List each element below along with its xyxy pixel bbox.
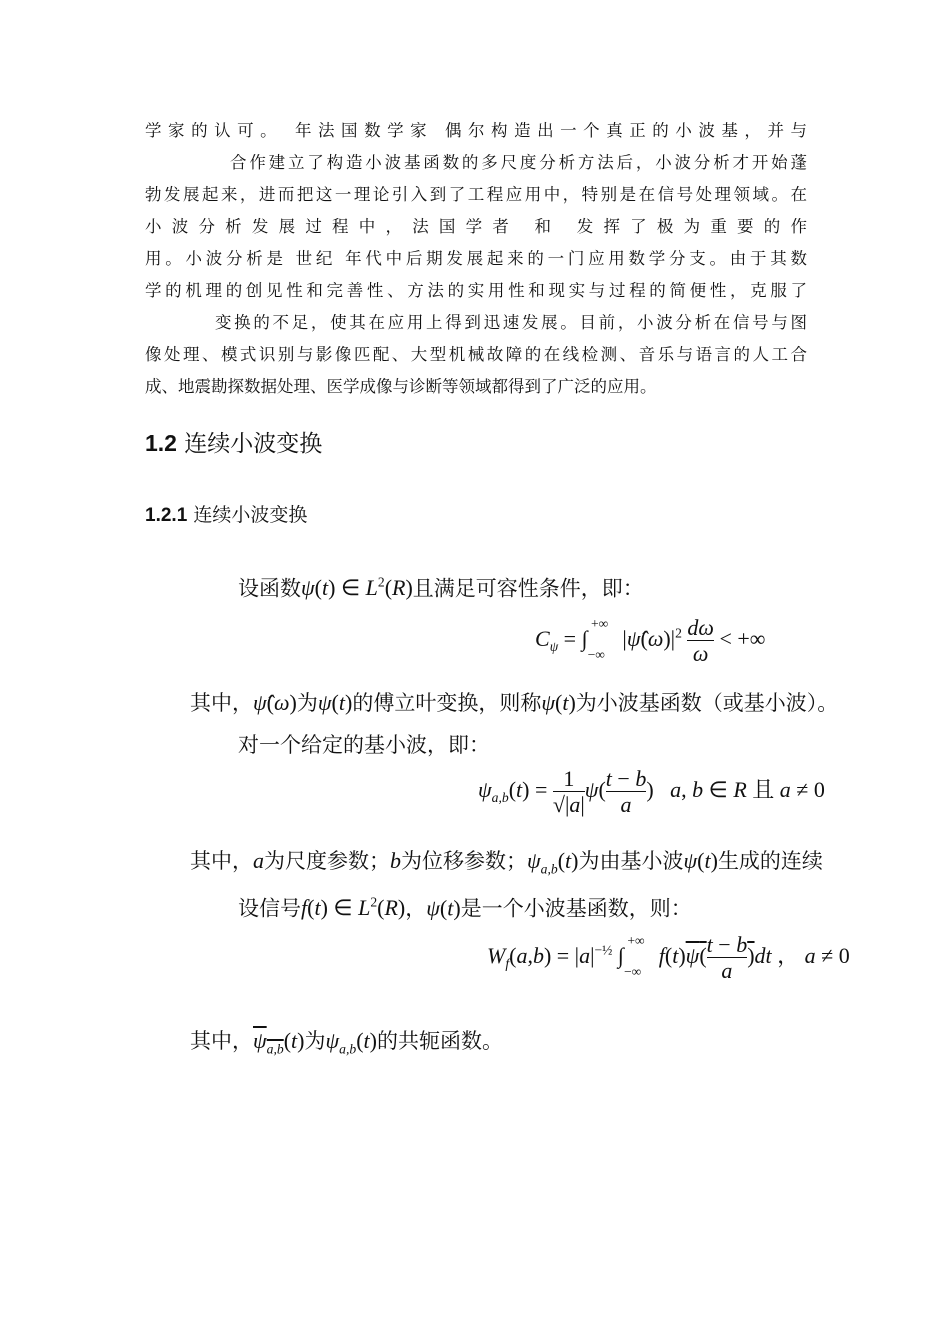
paragraph-line: 用。小波分析是 世纪 年代中后期发展起来的一门应用数学分支。由于其数	[145, 249, 807, 268]
math-text-line: 设函数ψ(t) ∈ $L^2(R)$且满足可容性条件，即：	[238, 575, 644, 601]
math-text-line: 其中，ψ̂(ω)为ψ(t)的傅立叶变换，则称ψ(t)为小波基函数（或基小波）。	[190, 690, 839, 715]
subsection-number: 1.2.1	[145, 505, 188, 526]
paragraph-line: 勃发展起来，进而把这一理论引入到了工程应用中，特别是在信号处理领域。在	[145, 185, 807, 204]
subsection-title: 连续小波变换	[193, 504, 308, 526]
paragraph-line: 成、地震勘探数据处理、医学成像与诊断等领域都得到了广泛的应用。	[145, 377, 657, 396]
wavelet-family-formula: $\psi_{a,b}(t)$ = $\frac{1}{√|a|}$ ψ( $\frac{t - b}{a}$ ) a, b ∈ R 且 a ≠ 0	[478, 766, 825, 818]
paragraph-line: 小波分析发展过程中，法国学者 和 发挥了极为重要的作	[145, 217, 807, 236]
continuous-wavelet-transform-formula: $W_f(a,b) = |a|^{-\frac{1}{2}}$ $\int_{-\infty}^{+\infty}f(t)\psi$( $\frac{t - b}{a}$ )dt ， a ≠ 0	[487, 932, 850, 984]
admissibility-formula: $C_\psi$ = $\int_{-\infty}^{+\infty}|\psî(\omega)|^2$ $\frac{d\omega}{\omega}$ < +∞	[535, 615, 766, 667]
inline-formula: ψ(t) ∈ $L^2(R)$	[301, 575, 413, 601]
section-number: 1.2	[145, 430, 177, 456]
section-heading	[145, 428, 322, 459]
math-text-line: 其中，$\psi_{a,b}(t)$为$\psi_{a,b}(t)$的共轭函数。	[190, 1028, 503, 1057]
paragraph-line: 像处理、模式识别与影像匹配、大型机械故障的在线检测、音乐与语言的人工合	[145, 345, 807, 364]
paragraph-line: 合作建立了构造小波基函数的多尺度分析方法后，小波分析才开始蓬	[230, 153, 807, 172]
paragraph-line: 学的机理的创见性和完善性、方法的实用性和现实与过程的简便性，克服了	[145, 281, 807, 300]
paragraph-line: 变换的不足，使其在应用上得到迅速发展。目前，小波分析在信号与图	[215, 313, 807, 332]
math-text-line: 设信号f(t) ∈ $L^2(R)$，ψ(t)是一个小波基函数，则：	[238, 895, 692, 921]
math-text-line: 其中，a为尺度参数；b为位移参数；$\psi_{a,b}(t)$为由基小波ψ(t)生成的连续	[190, 848, 823, 877]
section-title: 连续小波变换	[184, 431, 323, 457]
subsection-heading	[145, 502, 307, 529]
math-text-line: 对一个给定的基小波，即：	[238, 733, 490, 757]
paragraph-line: 学家的认可。 年法国数学家 偶尔构造出一个真正的小波基，并与	[145, 121, 807, 140]
